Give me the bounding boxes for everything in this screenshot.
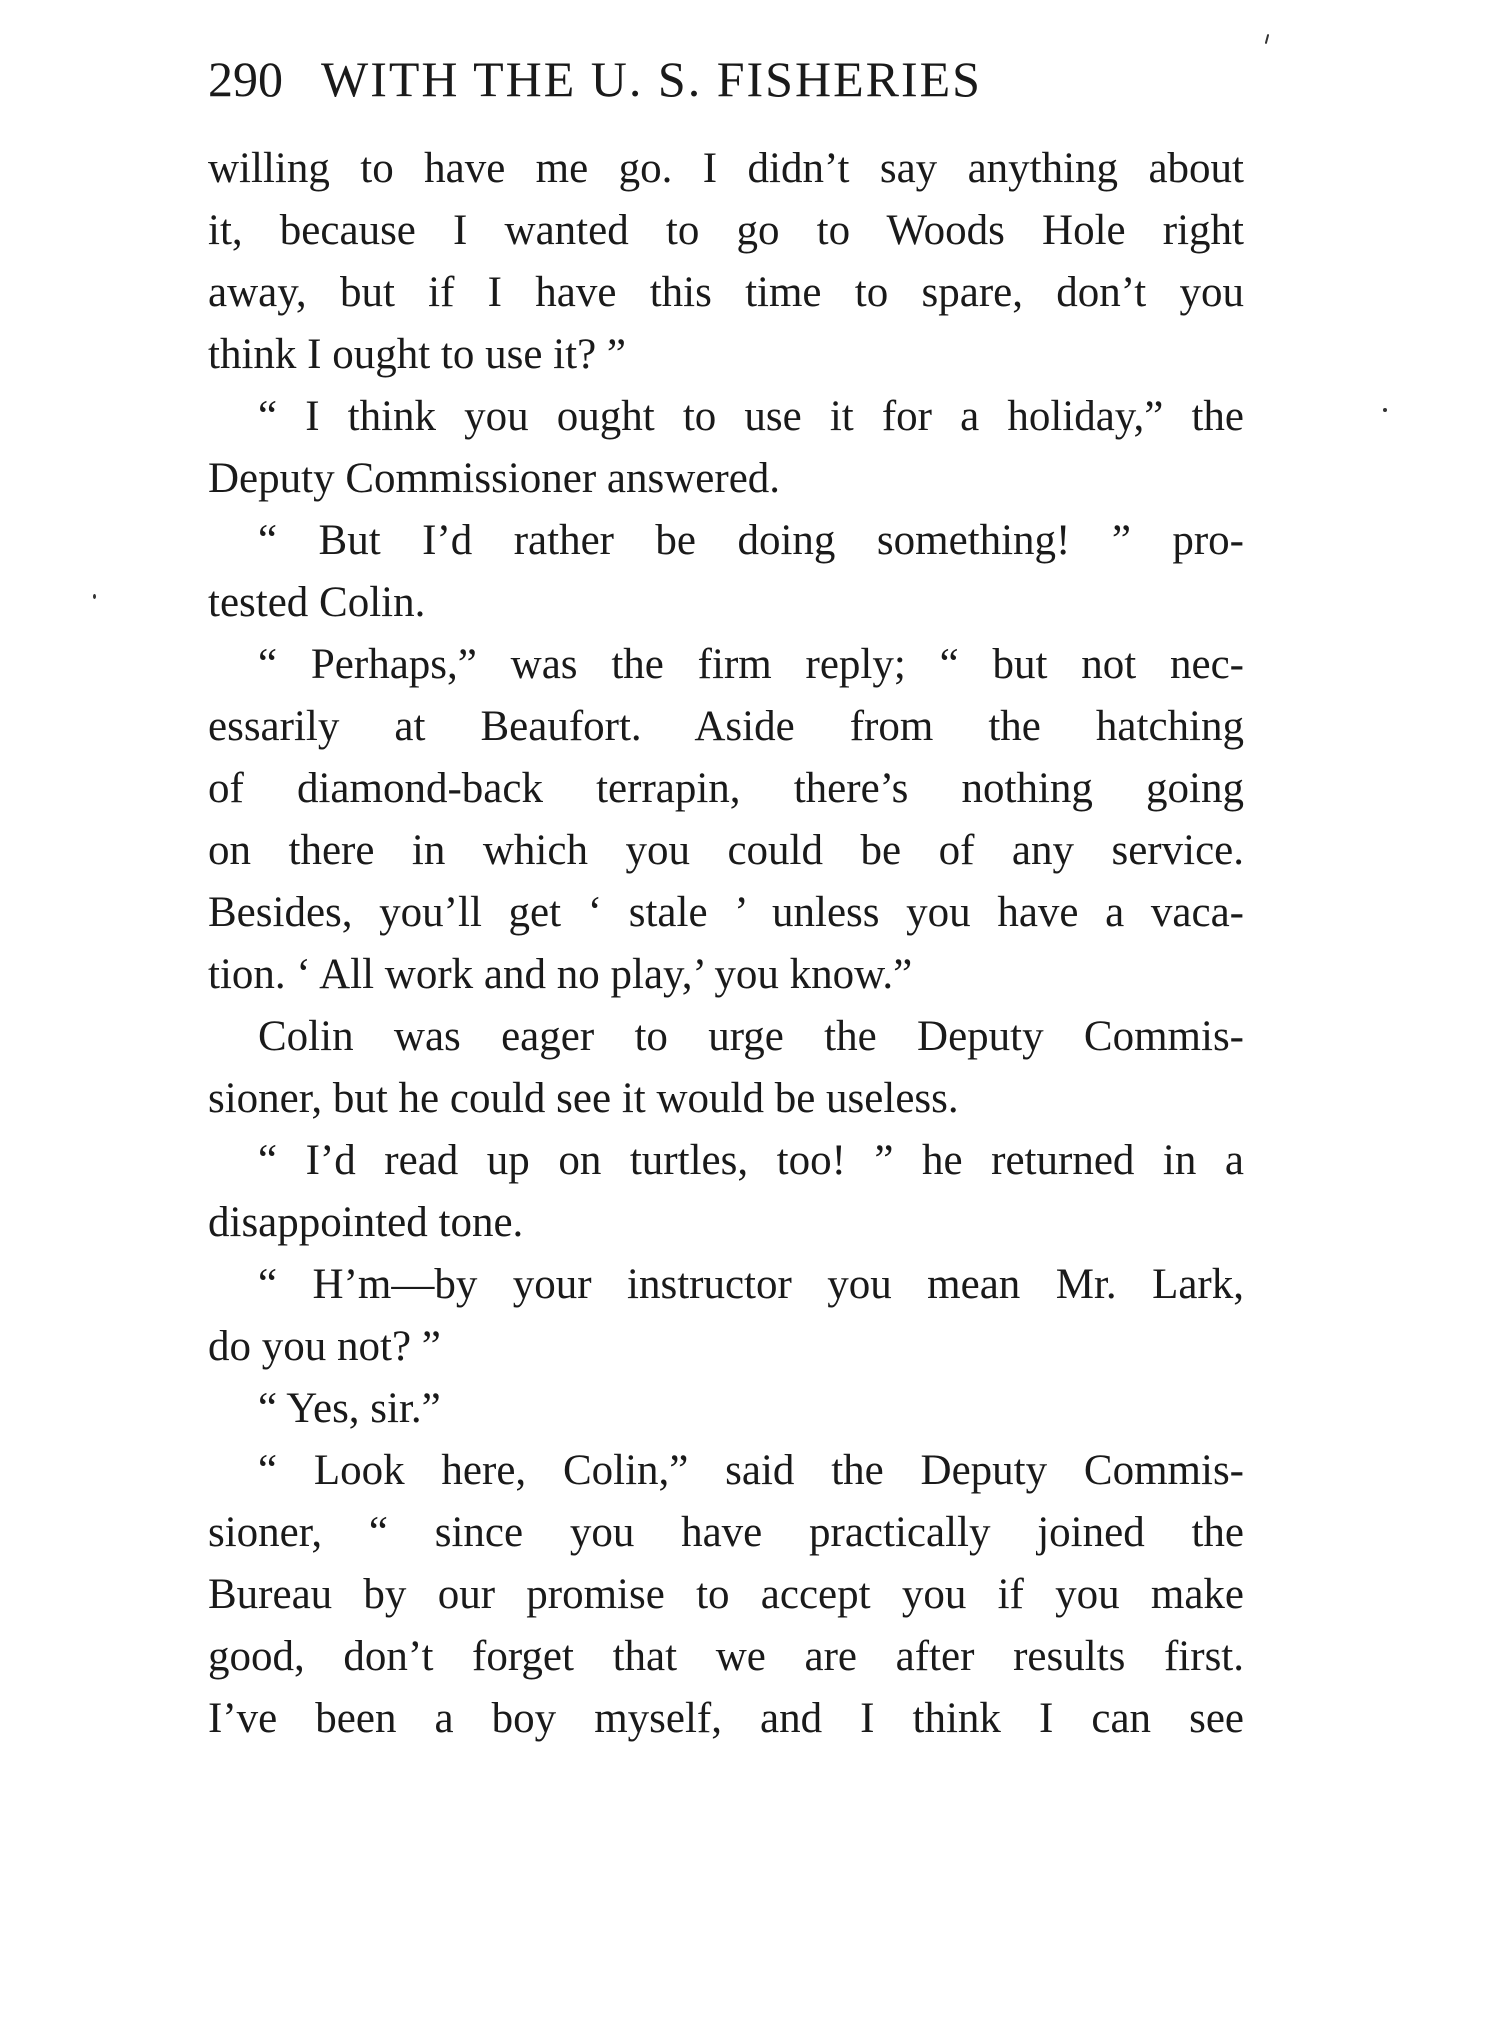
text-line: Bureau by our promise to accept you if you make bbox=[208, 1571, 1244, 1618]
text-line: tested Colin. bbox=[208, 579, 426, 626]
text-line: good, don’t forget that we are after results first. bbox=[208, 1633, 1244, 1680]
text-line: of diamond-back terrapin, there’s nothing going bbox=[208, 765, 1244, 812]
body-text bbox=[208, 138, 1244, 1750]
scan-speck bbox=[1265, 34, 1270, 44]
text-line: willing to have me go. I didn’t say anything about bbox=[208, 145, 1244, 192]
text-line: “ I’d read up on turtles, too! ” he returned in a bbox=[258, 1137, 1244, 1184]
text-line: do you not? ” bbox=[208, 1323, 441, 1370]
page-header bbox=[208, 44, 1208, 114]
text-line: sioner, “ since you have practically joined the bbox=[208, 1509, 1244, 1556]
text-line: “ I think you ought to use it for a holiday,” the bbox=[258, 393, 1244, 440]
text-line: it, because I wanted to go to Woods Hole right bbox=[208, 207, 1244, 254]
text-line: Besides, you’ll get ‘ stale ’ unless you have a vaca- bbox=[208, 889, 1244, 936]
text-line: “ H’m—by your instructor you mean Mr. Lark, bbox=[258, 1261, 1244, 1308]
scan-speck bbox=[93, 594, 96, 599]
text-line: Deputy Commissioner answered. bbox=[208, 455, 781, 502]
text-line: sioner, but he could see it would be useless. bbox=[208, 1075, 959, 1122]
scan-speck bbox=[1383, 408, 1387, 412]
text-line: “ Look here, Colin,” said the Deputy Commis- bbox=[258, 1447, 1244, 1494]
text-line: “ Yes, sir.” bbox=[258, 1385, 441, 1432]
text-line: Colin was eager to urge the Deputy Commis- bbox=[258, 1013, 1244, 1060]
text-line: away, but if I have this time to spare, don’t you bbox=[208, 269, 1244, 316]
page-number: 290 bbox=[208, 51, 283, 107]
text-line: “ Perhaps,” was the firm reply; “ but not nec- bbox=[258, 641, 1244, 688]
text-line: on there in which you could be of any service. bbox=[208, 827, 1244, 874]
text-line: essarily at Beaufort. Aside from the hatching bbox=[208, 703, 1244, 750]
text-line: tion. ‘ All work and no play,’ you know.” bbox=[208, 951, 913, 998]
running-title: WITH THE U. S. FISHERIES bbox=[321, 51, 982, 107]
text-line: I’ve been a boy myself, and I think I can see bbox=[208, 1695, 1244, 1742]
text-line: disappointed tone. bbox=[208, 1199, 524, 1246]
text-line: think I ought to use it? ” bbox=[208, 331, 626, 378]
text-line: “ But I’d rather be doing something! ” pro- bbox=[258, 517, 1244, 564]
